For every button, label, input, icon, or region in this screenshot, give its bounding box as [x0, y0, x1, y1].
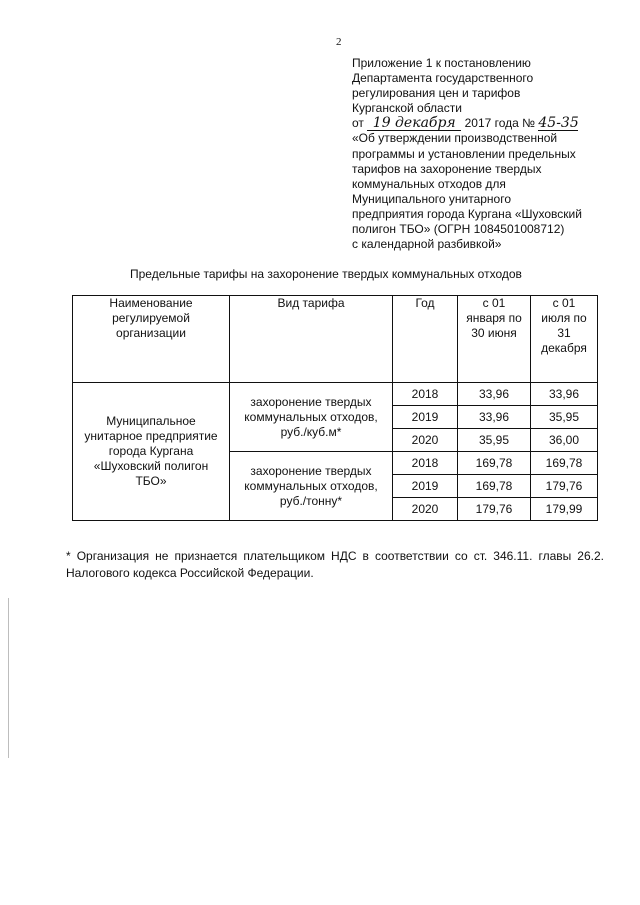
handwritten-number: 45-35: [538, 115, 579, 132]
year-cell: 2019: [393, 475, 458, 498]
subject-line: программы и установлении предельных: [352, 146, 576, 161]
organization-text: «Шуховский полигон: [93, 459, 209, 473]
subject-line: предприятия города Кургана «Шуховский: [352, 206, 582, 221]
organization-text: унитарное предприятие: [84, 429, 218, 443]
first-half-value: 35,95: [458, 429, 531, 452]
first-half-value: 169,78: [458, 475, 531, 498]
subject-line: с календарной разбивкой»: [352, 237, 502, 252]
header-text: Год: [415, 296, 435, 310]
tariff-kind-text: захоронение твердых: [250, 463, 372, 478]
second-half-value: 35,95: [531, 406, 598, 429]
header-year: [393, 296, 458, 383]
header-text: с 01: [482, 296, 506, 310]
table-header-row: [73, 296, 598, 383]
subject-line: «Об утверждении производственной: [352, 131, 558, 146]
header-organization: [73, 296, 230, 383]
tariff-kind-text: захоронение твердых: [250, 394, 372, 409]
header-first-half: [458, 296, 531, 383]
first-half-value: 33,96: [458, 406, 531, 429]
year-cell: 2018: [393, 452, 458, 475]
organization-cell: [73, 383, 230, 521]
second-half-value: 179,99: [531, 498, 598, 521]
second-half-value: 169,78: [531, 452, 598, 475]
table-title: Предельные тарифы на захоронение твердых коммунальных отходов: [130, 267, 522, 281]
header-text: Вид тарифа: [277, 296, 345, 310]
year-cell: 2019: [393, 406, 458, 429]
header-text: 30 июня: [471, 326, 517, 340]
header-text: Наименование: [109, 296, 193, 310]
year-cell: 2018: [393, 383, 458, 406]
header-text: 31: [557, 326, 571, 340]
header-text: с 01: [552, 296, 576, 310]
handwritten-date: 19 декабря: [367, 116, 461, 131]
header-tariff-type: [230, 296, 393, 383]
first-half-value: 179,76: [458, 498, 531, 521]
header-text: июля по: [541, 311, 587, 325]
subject-line: тарифов на захоронение твердых: [352, 161, 542, 176]
vat-footnote: * Организация не признается плательщиком НДС в соответствии со ст. 346.11. главы 26.2. Налогового кодекса Российской Федерации.: [66, 549, 604, 580]
appendix-header: [352, 56, 622, 252]
resolution-year-text: 2017 года №: [464, 116, 536, 131]
appendix-line: Приложение 1 к постановлению: [352, 56, 531, 70]
tariff-kind-text: руб./куб.м*: [280, 424, 342, 439]
tariff-kind-cell: [230, 452, 393, 521]
second-half-value: 33,96: [531, 383, 598, 406]
year-cell: 2020: [393, 498, 458, 521]
header-text: организации: [116, 326, 186, 340]
tariff-kind-text: руб./тонну*: [279, 493, 343, 508]
scan-margin-line: [8, 598, 9, 758]
organization-text: Муниципальное: [106, 414, 196, 428]
date-prefix: от: [352, 116, 364, 131]
first-half-value: 33,96: [458, 383, 531, 406]
header-text: января по: [466, 311, 522, 325]
table-row: [73, 383, 598, 406]
second-half-value: 179,76: [531, 475, 598, 498]
appendix-line: регулирования цен и тарифов: [352, 86, 521, 101]
organization-text: города Кургана: [108, 444, 194, 458]
page-number: 2: [336, 36, 342, 48]
header-text: декабря: [541, 341, 587, 355]
organization-text: ТБО»: [135, 474, 167, 488]
tariff-kind-cell: [230, 383, 393, 452]
header-text: регулируемой: [112, 311, 190, 325]
tariffs-table: [72, 295, 598, 521]
resolution-date-line: [352, 116, 622, 131]
appendix-line: Департамента государственного: [352, 71, 534, 86]
tariff-kind-text: коммунальных отходов,: [244, 409, 378, 424]
subject-line: полигон ТБО» (ОГРН 1084501008712): [352, 222, 565, 237]
appendix-line: Курганской области: [352, 101, 462, 116]
year-cell: 2020: [393, 429, 458, 452]
subject-line: коммунальных отходов для: [352, 176, 506, 191]
second-half-value: 36,00: [531, 429, 598, 452]
subject-line: Муниципального унитарного: [352, 191, 512, 206]
first-half-value: 169,78: [458, 452, 531, 475]
header-second-half: [531, 296, 598, 383]
tariff-kind-text: коммунальных отходов,: [244, 478, 378, 493]
